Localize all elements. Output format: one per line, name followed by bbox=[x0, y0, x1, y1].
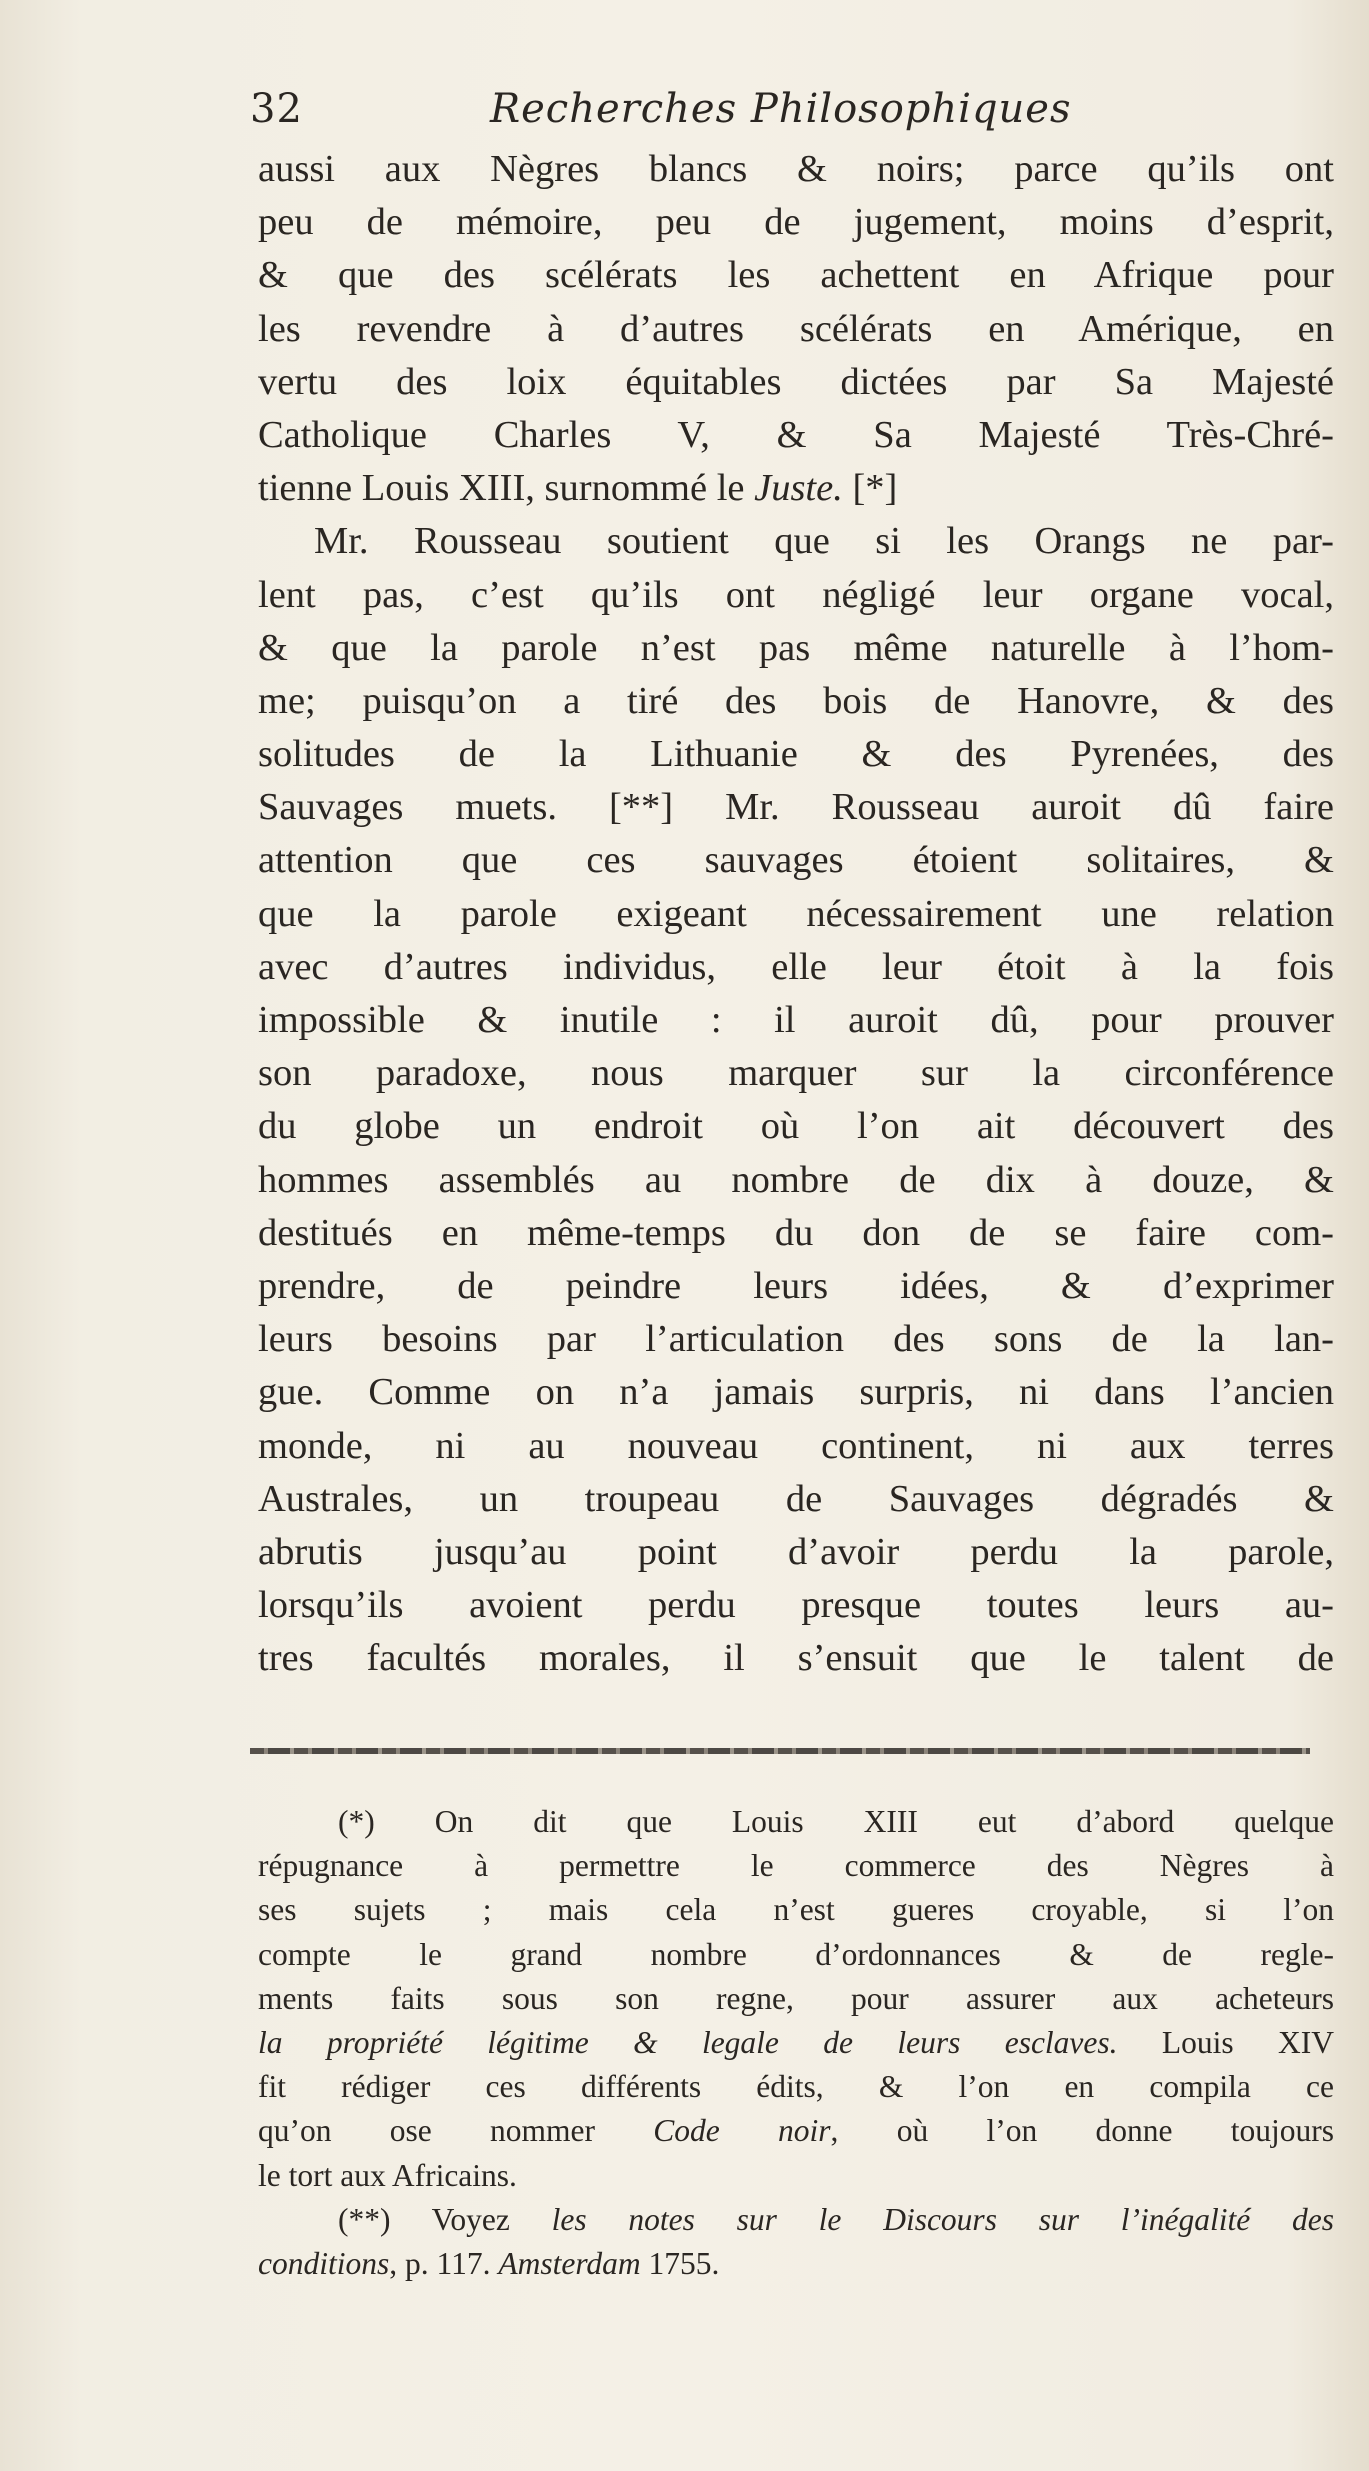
footnote-line: (*) On dit que Louis XIII eut d’abord quelque bbox=[338, 1804, 1334, 1839]
text-line: que la parole exigeant nécessairement une relation bbox=[258, 892, 1334, 935]
text-segment: tienne Louis XIII, surnommé le bbox=[258, 467, 755, 510]
footnote-line: répugnance à permettre le commerce des Nègres à bbox=[258, 1848, 1334, 1884]
footnote-segment: 1755. bbox=[640, 2245, 720, 2281]
text-line: lorsqu’ils avoient perdu presque toutes leurs au- bbox=[258, 1584, 1334, 1627]
text-line: leurs besoins par l’articulation des sons de la lan- bbox=[258, 1318, 1334, 1361]
footnote-line bbox=[258, 2242, 1334, 2286]
text-line: avec d’autres individus, elle leur étoit à la fois bbox=[258, 945, 1334, 988]
text-line: Catholique Charles V, & Sa Majesté Très-Chré- bbox=[258, 413, 1334, 456]
footnote-italic: Amsterdam bbox=[498, 2245, 641, 2281]
footnote-line: ses sujets ; mais cela n’est gueres croyable, si l’on bbox=[258, 1892, 1334, 1928]
footnote-italic: les notes sur le Discours sur l’inégalité des bbox=[551, 2201, 1334, 2237]
italic-word: Juste. bbox=[754, 467, 843, 510]
footnote-line: compte le grand nombre d’ordonnances & de regle- bbox=[258, 1936, 1334, 1972]
footnote-italic: la propriété légitime & legale de leurs esclaves. bbox=[258, 2024, 1118, 2060]
text-line: & que la parole n’est pas même naturelle à l’hom- bbox=[258, 626, 1334, 669]
footnote-separator-rule bbox=[250, 1748, 1310, 1754]
text-line: aussi aux Nègres blancs & noirs; parce qu’ils ont bbox=[258, 148, 1334, 190]
text-line: me; puisqu’on a tiré des bois de Hanovre, & des bbox=[258, 679, 1334, 722]
footnote-ref: [*] bbox=[842, 467, 898, 510]
footnote-italic: Code noir bbox=[653, 2113, 831, 2149]
running-head: Recherches Philosophiques bbox=[490, 86, 1072, 132]
text-line: les revendre à d’autres scélérats en Amérique, en bbox=[258, 307, 1334, 350]
text-line: monde, ni au nouveau continent, ni aux terres bbox=[258, 1424, 1334, 1467]
text-line: du globe un endroit où l’on ait découvert des bbox=[258, 1105, 1334, 1148]
text-line: attention que ces sauvages étoient solitaires, & bbox=[258, 839, 1334, 882]
footnote-italic: conditions bbox=[258, 2245, 390, 2281]
footnote-line bbox=[258, 2109, 1334, 2153]
footnote-segment: Louis XIV bbox=[1117, 2024, 1334, 2060]
text-line: solitudes de la Lithuanie & des Pyrenées, des bbox=[258, 733, 1334, 776]
text-line: abrutis jusqu’au point d’avoir perdu la parole, bbox=[258, 1530, 1334, 1573]
text-line: Sauvages muets. [**] Mr. Rousseau auroit dû faire bbox=[258, 786, 1334, 829]
main-text bbox=[258, 143, 1334, 1685]
text-line: hommes assemblés au nombre de dix à douze, & bbox=[258, 1158, 1334, 1201]
text-line: son paradoxe, nous marquer sur la circonférence bbox=[258, 1052, 1334, 1095]
page-header bbox=[250, 78, 1110, 138]
text-line: lent pas, c’est qu’ils ont négligé leur organe vocal, bbox=[258, 573, 1334, 616]
text-line: impossible & inutile : il auroit dû, pour prouver bbox=[258, 999, 1334, 1041]
text-line: tres facultés morales, il s’ensuit que le talent de bbox=[258, 1637, 1334, 1680]
text-line: Mr. Rousseau soutient que si les Orangs ne par- bbox=[314, 520, 1334, 563]
text-line: prendre, de peindre leurs idées, & d’exprimer bbox=[258, 1264, 1334, 1307]
footnote-line bbox=[258, 2198, 1334, 2242]
footnote-segment: (**) Voyez bbox=[338, 2201, 552, 2237]
footnote-line: fit rédiger ces différents édits, & l’on en compila ce bbox=[258, 2069, 1334, 2105]
footnote-line: le tort aux Africains. bbox=[258, 2157, 517, 2193]
text-line: vertu des loix équitables dictées par Sa Majesté bbox=[258, 360, 1334, 403]
text-line: peu de mémoire, peu de jugement, moins d’esprit, bbox=[258, 201, 1334, 244]
footnote-line bbox=[258, 2021, 1334, 2065]
text-line bbox=[258, 462, 1334, 515]
footnote-segment: , où l’on donne toujours bbox=[830, 2113, 1334, 2149]
footnotes bbox=[258, 1800, 1334, 2286]
footnote-segment: qu’on ose nommer bbox=[258, 2113, 654, 2149]
text-line: destitués en même-temps du don de se faire com- bbox=[258, 1211, 1334, 1254]
text-line: gue. Comme on n’a jamais surpris, ni dans l’ancien bbox=[258, 1371, 1334, 1414]
footnote-line: ments faits sous son regne, pour assurer aux acheteurs bbox=[258, 1980, 1334, 2016]
footnote-segment: , p. 117. bbox=[389, 2245, 499, 2281]
page-number: 32 bbox=[250, 86, 303, 132]
text-line: & que des scélérats les achettent en Afrique pour bbox=[258, 254, 1334, 297]
text-line: Australes, un troupeau de Sauvages dégradés & bbox=[258, 1477, 1334, 1520]
